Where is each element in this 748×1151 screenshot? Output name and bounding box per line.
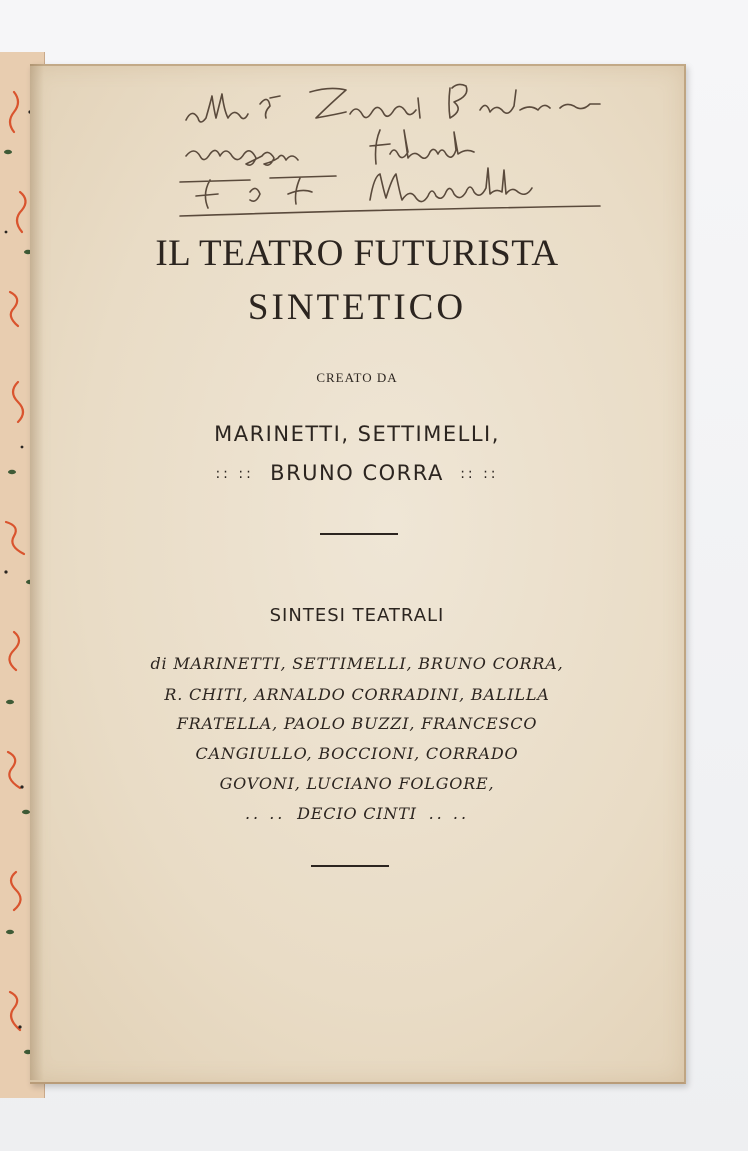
gutter-shadow	[30, 64, 44, 1080]
authors-line-1: MARINETTI, SETTIMELLI,	[214, 422, 500, 446]
dots-left: .. ..	[244, 804, 286, 823]
contributors-line: di MARINETTI, SETTIMELLI, BRUNO CORRA,	[150, 654, 564, 673]
contributors-line: R. CHITI, ARNALDO CORRADINI, BALILLA	[164, 685, 550, 704]
authors-line-2	[30, 461, 684, 485]
contributors-line: CANGIULLO, BOCCIONI, CORRADO	[195, 744, 519, 763]
divider-rule	[320, 533, 398, 535]
created-by-label: CREATO DA	[316, 370, 398, 385]
divider-rule	[311, 865, 389, 867]
ornament-right: :: ::	[460, 466, 499, 482]
handwritten-inscription	[150, 74, 670, 234]
contributors-line: GOVONI, LUCIANO FOLGORE,	[219, 774, 495, 793]
ornament-left: :: ::	[215, 466, 254, 482]
book-title-line-2: SINTETICO	[247, 287, 467, 328]
inscription-signature-image	[150, 74, 670, 234]
contributors-last-line	[30, 804, 684, 823]
book-title-line-1: IL TEATRO FUTURISTA	[155, 233, 559, 274]
dots-right: .. ..	[428, 804, 470, 823]
section-heading: SINTESI TEATRALI	[269, 605, 445, 626]
authors-line-2-text: BRUNO CORRA	[270, 461, 444, 485]
contributors-line-last-text: DECIO CINTI	[297, 804, 417, 823]
contributors-line: FRATELLA, PAOLO BUZZI, FRANCESCO	[176, 714, 538, 733]
